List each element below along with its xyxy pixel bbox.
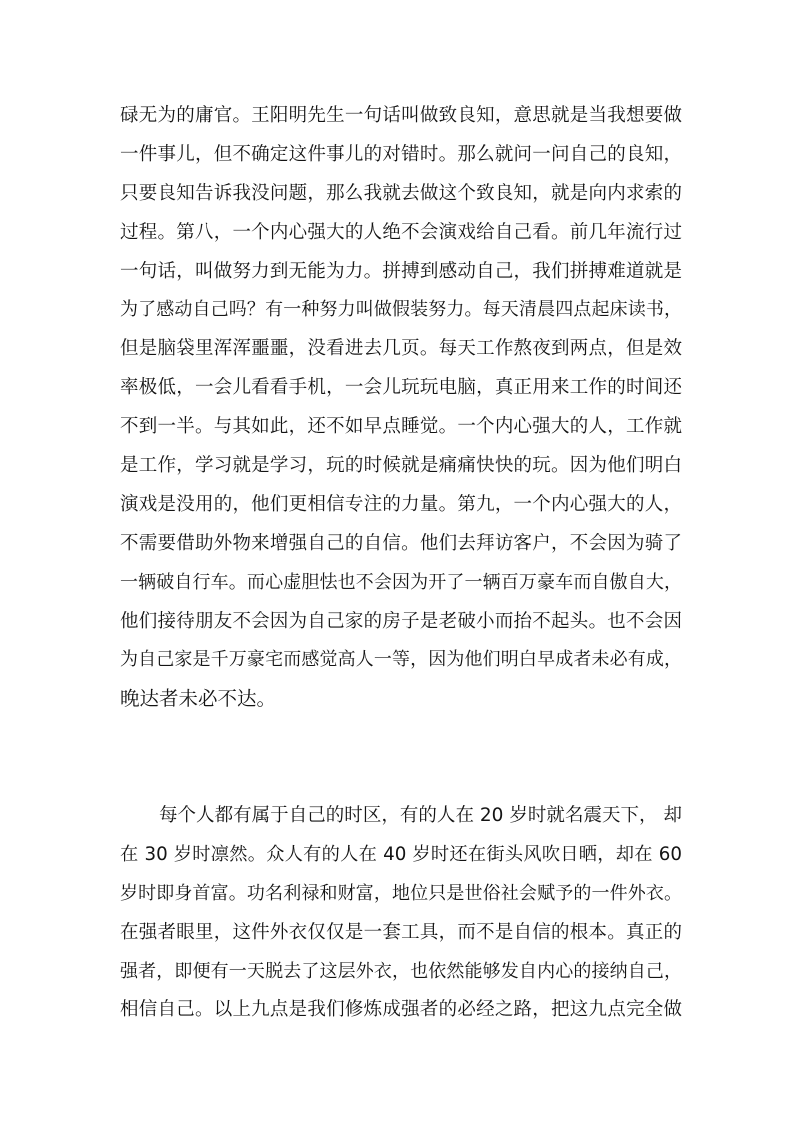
text-line: 在强者眼里，这件外衣仅仅是一套工具，而不是自信的根本。真正的 xyxy=(120,921,682,943)
text-line: 岁时即身首富。功名利禄和财富，地位只是世俗社会赋予的一件外衣。 xyxy=(120,882,682,904)
text-line: 是工作，学习就是学习，玩的时候就是痛痛快快的玩。因为他们明白 xyxy=(120,455,682,477)
text-line: 不需要借助外物来增强自己的自信。他们去拜访客户，不会因为骑了 xyxy=(120,532,682,554)
text-line: 为自己家是千万豪宅而感觉高人一等，因为他们明白早成者未必有成， xyxy=(120,649,682,671)
text-line: 晚达者未必不达。 xyxy=(120,687,277,711)
text-line: 强者，即便有一天脱去了这层外衣，也依然能够发自内心的接纳自己， xyxy=(120,960,682,982)
paragraph-1 xyxy=(120,97,682,719)
text-line: 演戏是没用的，他们更相信专注的力量。第九，一个内心强大的人， xyxy=(120,493,682,515)
paragraph-2 xyxy=(120,797,682,1030)
text-line: 碌无为的庸官。王阳明先生一句话叫做致良知，意思就是当我想要做 xyxy=(120,105,682,126)
text-line: 他们接待朋友不会因为自己家的房子是老破小而抬不起头。也不会因 xyxy=(120,610,682,632)
text-line: 一件事儿，但不确定这件事儿的对错时。那么就问一问自己的良知， xyxy=(120,143,682,165)
text-line: 不到一半。与其如此，还不如早点睡觉。一个内心强大的人，工作就 xyxy=(120,416,682,438)
text-line: 但是脑袋里浑浑噩噩，没看进去几页。每天工作熬夜到两点，但是效 xyxy=(120,338,682,360)
text-line: 在 30 岁时凛然。众人有的人在 40 岁时还在街头风吹日晒，却在 60 xyxy=(120,843,682,865)
text-line: 一辆破自行车。而心虚胆怯也不会因为开了一辆百万豪车而自傲自大， xyxy=(120,571,682,593)
text-line: 相信自己。以上九点是我们修炼成强者的必经之路，把这九点完全做 xyxy=(120,999,682,1021)
text-line: 率极低，一会儿看看手机，一会儿玩玩电脑，真正用来工作的时间还 xyxy=(120,377,682,399)
text-line: 为了感动自己吗？有一种努力叫做假装努力。每天清晨四点起床读书， xyxy=(120,299,682,321)
text-line: 每个人都有属于自己的时区，有的人在 20 岁时就名震天下， 却 xyxy=(159,805,682,826)
text-line: 过程。第八，一个内心强大的人绝不会演戏给自己看。前几年流行过 xyxy=(120,221,682,243)
text-line: 一句话，叫做努力到无能为力。拼搏到感动自己，我们拼搏难道就是 xyxy=(120,260,682,282)
text-line: 只要良知告诉我没问题，那么我就去做这个致良知，就是向内求索的 xyxy=(120,182,682,204)
